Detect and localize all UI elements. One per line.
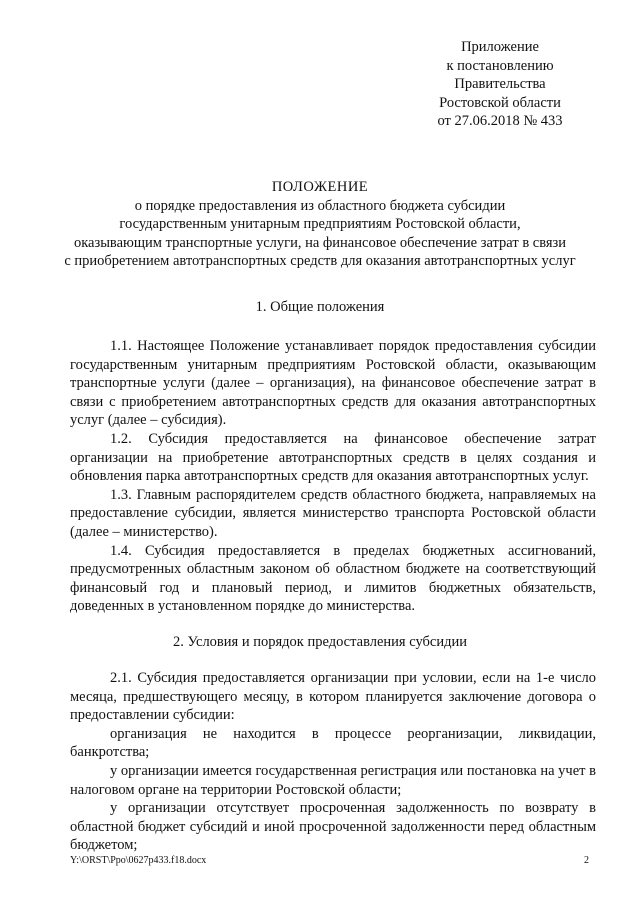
section-1-heading: 1. Общие положения bbox=[255, 299, 385, 315]
section-2-heading: 2. Условия и порядок предоставления субсидии bbox=[172, 634, 467, 650]
title-line: о порядке предоставления из областного бюджета субсидии bbox=[134, 197, 506, 214]
title-line: государственным унитарным предприятиям Ростовской области, bbox=[119, 216, 521, 233]
paragraph: организация не находится в процессе реорганизации, ликвидации, банкротства; bbox=[70, 725, 596, 761]
appendix-line: Правительства bbox=[454, 76, 546, 93]
section-1-body bbox=[70, 337, 596, 616]
paragraph: 1.1. Настоящее Положение устанавливает порядок предоставления субсидии государственным унитарным предприятиям Ростовской области, оказывающим транспортные услуги (далее – организация), на финансовое обеспечение затрат в связи с приобретением автотранспортных средств для оказания автотранспортных услуг (далее – субсидия). bbox=[70, 338, 596, 429]
footer-file-path: Y:\ORST\Ppo\0627p433.f18.docx bbox=[70, 855, 207, 866]
appendix-line: Ростовской области bbox=[439, 94, 561, 111]
title-line: с приобретением автотранспортных средств для оказания автотранспортных услуг bbox=[64, 253, 576, 270]
paragraph: 1.3. Главным распорядителем средств областного бюджета, направляемых на предоставление субсидии, является министерство транспорта Ростовской области (далее – министерство). bbox=[70, 486, 596, 540]
section-2-body bbox=[70, 669, 596, 855]
document-title bbox=[50, 178, 590, 271]
page-number: 2 bbox=[584, 855, 589, 866]
title-line: оказывающим транспортные услуги, на финансовое обеспечение затрат в связи bbox=[73, 234, 567, 251]
appendix-block bbox=[400, 38, 600, 131]
appendix-line: от 27.06.2018 № 433 bbox=[437, 113, 563, 130]
appendix-line: Приложение bbox=[461, 39, 539, 55]
paragraph: у организации имеется государственная регистрация или постановка на учет в налоговом органе на территории Ростовской области; bbox=[70, 762, 596, 798]
paragraph: 1.2. Субсидия предоставляется на финансовое обеспечение затрат организации на приобретение автотранспортных средств в целях создания и обновления парка автотранспортных средств для оказания автотранспортных услуг. bbox=[70, 430, 596, 485]
paragraph: у организации отсутствует просроченная задолженность по возврату в областной бюджет субсидий и иной просроченной задолженности перед областным бюджетом; bbox=[70, 800, 596, 854]
title-main: ПОЛОЖЕНИЕ bbox=[271, 179, 369, 195]
paragraph: 2.1. Субсидия предоставляется организации при условии, если на 1-е число месяца, предшествующего месяцу, в котором планируется заключение договора о предоставлении субсидии: bbox=[70, 670, 596, 724]
paragraph: 1.4. Субсидия предоставляется в пределах бюджетных ассигнований, предусмотренных областным законом об областном бюджете на соответствующий финансовый год и плановый период, и лимитов бюджетных обязательств, доведенных в установленном порядке до министерства. bbox=[70, 542, 596, 615]
appendix-line: к постановлению bbox=[446, 57, 554, 74]
